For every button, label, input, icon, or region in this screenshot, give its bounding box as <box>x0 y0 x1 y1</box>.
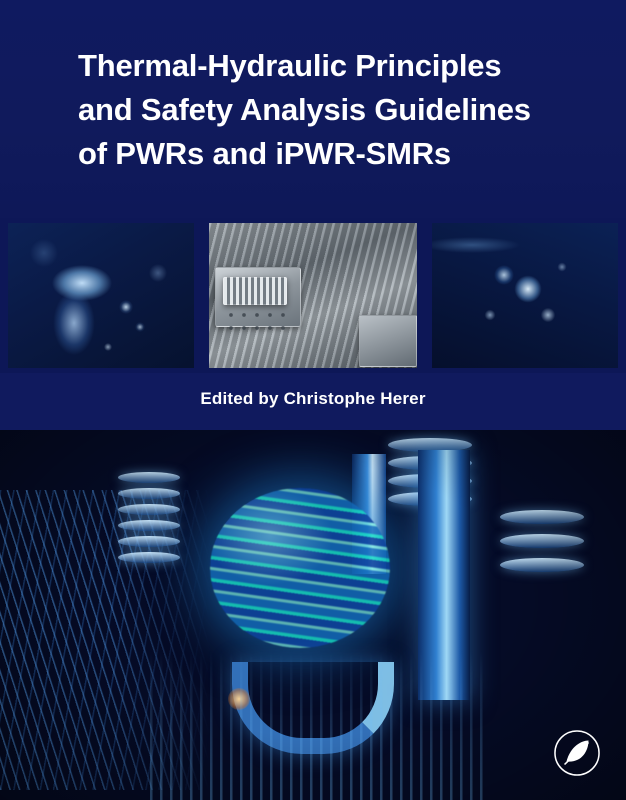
boiling-bubbles-photo <box>432 223 618 368</box>
book-title <box>78 44 578 176</box>
hero-vignette <box>0 430 626 800</box>
heat-exchanger-tube-ends <box>225 309 289 331</box>
book-title-line-3: of PWRs and iPWR-SMRs <box>78 136 451 171</box>
heat-exchanger-fins <box>223 277 287 305</box>
book-title-line-2: and Safety Analysis Guidelines <box>78 92 531 127</box>
book-title-line-1: Thermal-Hydraulic Principles <box>78 48 502 83</box>
editor-band <box>0 373 626 430</box>
boiling-bubbles-photo-art <box>432 223 618 368</box>
reactor-coolant-loop-visualization-photo <box>0 430 626 800</box>
editor-credit: Edited by Christophe Herer <box>200 389 426 408</box>
title-band <box>0 0 626 218</box>
photo-strip <box>0 218 626 373</box>
bubble-jet-photo <box>8 223 194 368</box>
heat-exchanger-base-block <box>359 315 417 367</box>
academic-press-leaf-logo <box>554 730 600 776</box>
bubble-jet-photo-art <box>8 223 194 368</box>
heat-exchanger-tube-bundle-photo <box>209 223 417 368</box>
